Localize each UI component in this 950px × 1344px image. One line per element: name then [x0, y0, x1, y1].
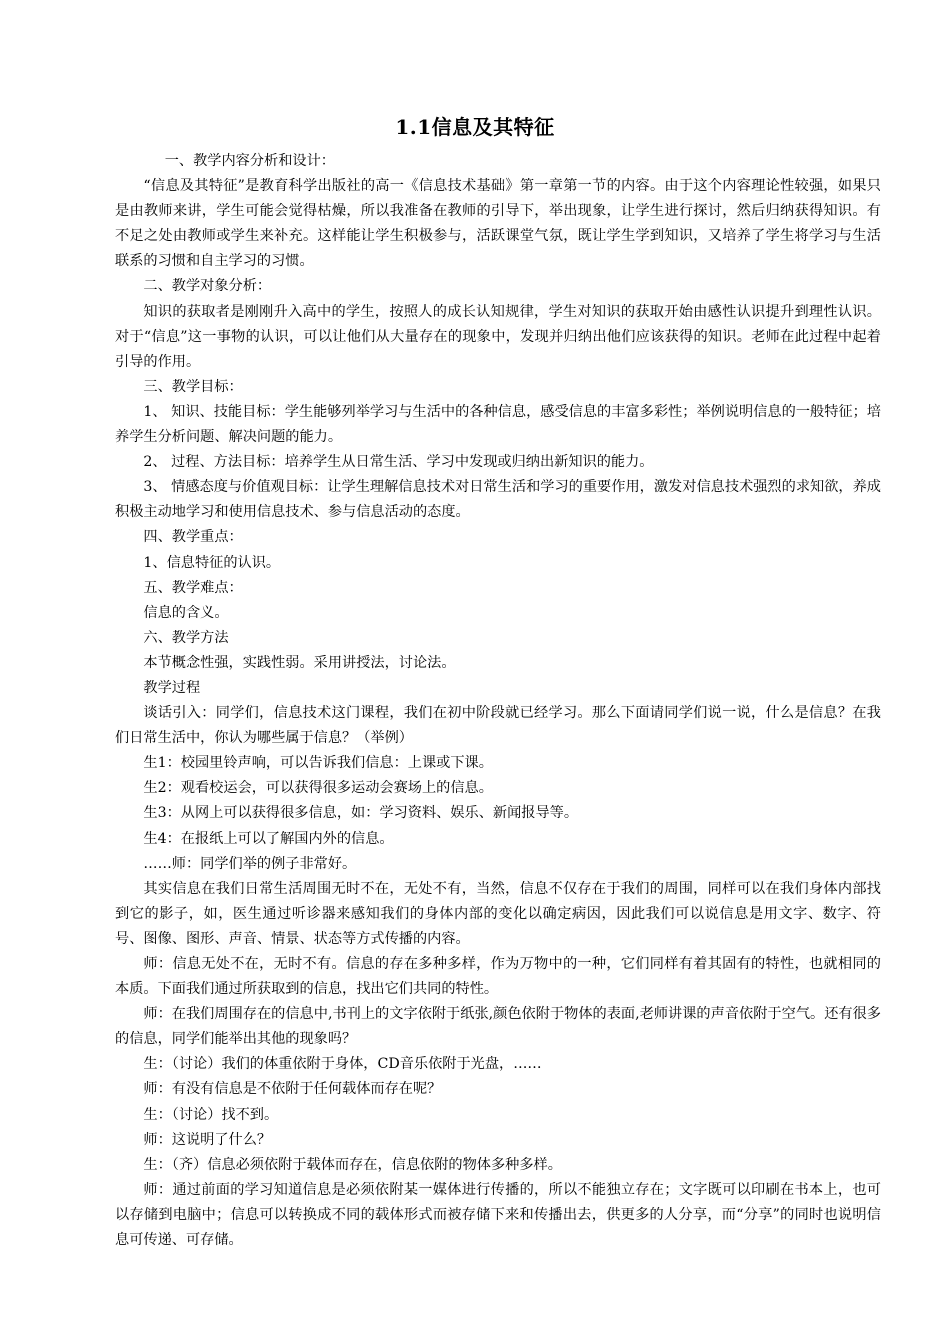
- goal-item-process: 2、 过程、方法目标：培养学生从日常生活、学习中发现或归纳出新知识的能力。: [143, 454, 654, 471]
- key-point-item: 1、信息特征的认识。: [143, 554, 281, 571]
- dialogue-line: 师：这说明了什么？: [143, 1131, 272, 1148]
- dialogue-line: 师：通过前面的学习知道信息是必须依附某一媒体进行传播的，所以不能独立存在；文字既可以印刷在书本上，也可以存储到电脑中；信息可以转换成不同的载体形式而被存储下来和传播出去，供更多的人分享，而“分享”的同时也说明信息可传递、可存储。: [115, 1181, 881, 1249]
- dialogue-line: 生1：校园里铃声响，可以告诉我们信息：上课或下课。: [143, 755, 493, 772]
- section-heading-process: 教学过程: [143, 679, 201, 696]
- paragraph-audience-analysis: 知识的获取者是刚刚升入高中的学生，按照人的成长认知规律，学生对知识的获取开始由感性认识提升到理性认识。对于“信息”这一事物的认识，可以让他们从大量存在的现象中，发现并归纳出他们应该获得的知识。老师在此过程中起着引导的作用。: [115, 303, 881, 370]
- dialogue-line: 生：（讨论）我们的体重依附于身体，CD音乐依附于光盘，……: [143, 1056, 542, 1073]
- paragraph-explanation: 其实信息在我们日常生活周围无时不在，无处不有，当然，信息不仅存在于我们的周围，同样可以在我们身体内部找到它的影子，如，医生通过听诊器来感知我们的身体内部的变化以确定病因，因此我们可以说信息是用文字、数字、符号、图像、图形、声音、情景、状态等方式传播的内容。: [115, 880, 881, 947]
- dialogue-line: 师：在我们周围存在的信息中,书刊上的文字依附于纸张,颜色依附于物体的表面,老师讲课的声音依附于空气。还有很多的信息，同学们能举出其他的现象吗？: [115, 1006, 881, 1048]
- document-body: [115, 149, 881, 1253]
- document-title: 1.1信息及其特征: [395, 115, 555, 139]
- goal-item-knowledge: 1、 知识、技能目标：学生能够列举学习与生活中的各种信息，感受信息的丰富多彩性；举例说明信息的一般特征；培养学生分析问题、解决问题的能力。: [115, 403, 881, 446]
- dialogue-line: ……师：同学们举的例子非常好。: [143, 855, 357, 872]
- difficulty-item: 信息的含义。: [143, 604, 229, 621]
- dialogue-line: 生4：在报纸上可以了解国内外的信息。: [143, 830, 394, 847]
- paragraph-methods: 本节概念性强，实践性弱。采用讲授法，讨论法。: [143, 654, 456, 671]
- dialogue-line: 生：（齐）信息必须依附于载体而存在，信息依附的物体多种多样。: [143, 1156, 562, 1173]
- paragraph-content-analysis: “信息及其特征”是教育科学出版社的高一《信息技术基础》第一章第一节的内容。由于这个内容理论性较强，如果只是由教师来讲，学生可能会觉得枯燥，所以我准备在教师的引导下，举出现象，让学生进行探讨，然后归纳获得知识。有不足之处由教师或学生来补充。这样能让学生积极参与，活跃课堂气氛，既让学生学到知识，又培养了学生将学习与生活联系的习惯和自主学习的习惯。: [115, 178, 881, 270]
- section-heading-methods: 六、教学方法: [143, 629, 229, 646]
- dialogue-line: 师：有没有信息是不依附于任何载体而存在呢？: [143, 1081, 442, 1098]
- section-heading-difficulties: 五、教学难点：: [143, 579, 243, 596]
- section-heading-audience-analysis: 二、教学对象分析：: [143, 278, 272, 295]
- dialogue-line: 师：信息无处不在，无时不有。信息的存在多种多样，作为万物中的一种，它们同样有着其固有的特性，也就相同的本质。下面我们通过所获取到的信息，找出它们共同的特性。: [115, 956, 881, 998]
- section-heading-content-analysis: 一、教学内容分析和设计：: [164, 153, 335, 169]
- goal-item-attitude: 3、 情感态度与价值观目标：让学生理解信息技术对日常生活和学习的重要作用，激发对信息技术强烈的求知欲，养成积极主动地学习和使用信息技术、参与信息活动的态度。: [115, 479, 881, 521]
- dialogue-line: 生3：从网上可以获得很多信息，如：学习资料、娱乐、新闻报导等。: [143, 805, 579, 822]
- section-heading-key-points: 四、教学重点：: [143, 529, 243, 546]
- dialogue-line: 生2：观看校运会，可以获得很多运动会赛场上的信息。: [143, 780, 493, 797]
- dialogue-line: 生：（讨论）找不到。: [143, 1106, 279, 1123]
- section-heading-teaching-goals: 三、教学目标：: [143, 378, 243, 395]
- paragraph-intro: 谈话引入：同学们，信息技术这门课程，我们在初中阶段就已经学习。那么下面请同学们说一说，什么是信息？在我们日常生活中，你认为哪些属于信息？（举例）: [115, 705, 881, 747]
